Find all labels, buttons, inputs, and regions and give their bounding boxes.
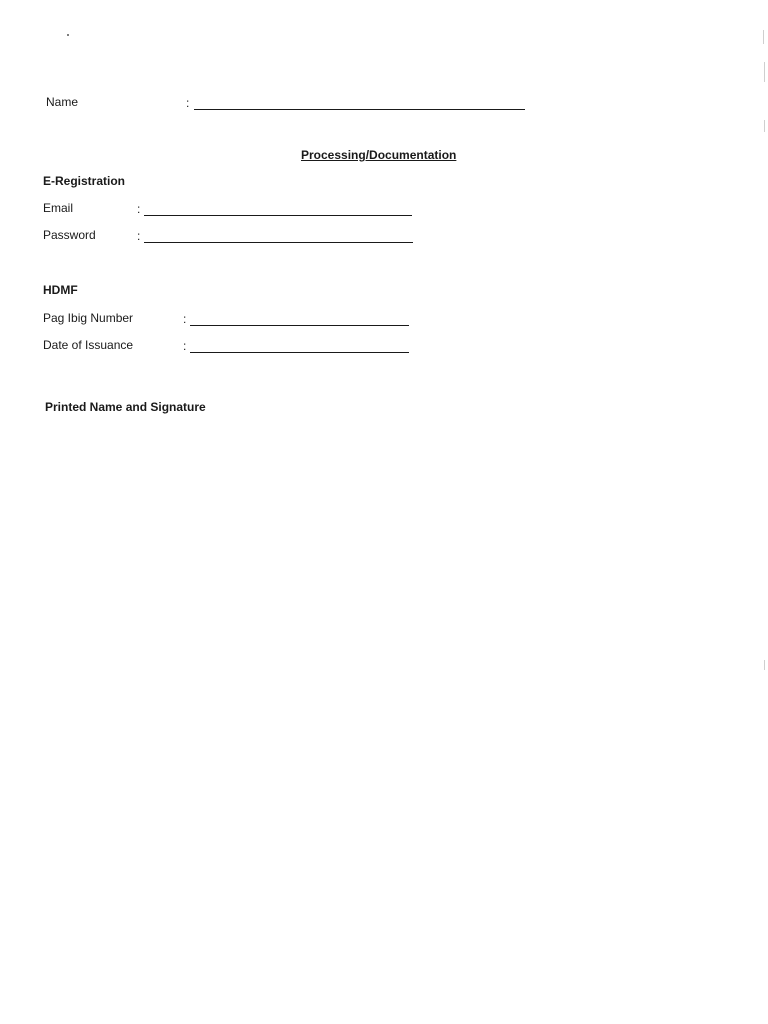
hdmf-heading: HDMF <box>43 283 78 297</box>
date-of-issuance-label: Date of Issuance <box>43 338 134 352</box>
pag-ibig-number-input-line[interactable] <box>190 325 409 326</box>
password-label: Password <box>43 228 96 242</box>
name-label: Name <box>46 95 79 109</box>
date-of-issuance-colon: : <box>183 339 187 353</box>
pag-ibig-number-colon: : <box>183 312 187 326</box>
name-colon: : <box>186 96 190 110</box>
name-input-line[interactable] <box>194 109 525 110</box>
date-of-issuance-input-line[interactable] <box>190 352 409 353</box>
scan-edge-mark <box>764 660 765 670</box>
section-heading: Processing/Documentation <box>301 148 457 162</box>
pag-ibig-number-label: Pag Ibig Number <box>43 311 134 325</box>
scan-edge-mark <box>763 30 764 44</box>
email-colon: : <box>137 202 141 216</box>
scan-speck <box>67 34 69 36</box>
e-registration-heading: E-Registration <box>43 174 126 188</box>
scan-edge-mark <box>764 120 765 132</box>
printed-name-signature-label: Printed Name and Signature <box>45 400 206 414</box>
password-input-line[interactable] <box>144 242 413 243</box>
password-colon: : <box>137 229 141 243</box>
email-label: Email <box>43 201 74 215</box>
email-input-line[interactable] <box>144 215 412 216</box>
scan-edge-mark <box>764 62 765 82</box>
